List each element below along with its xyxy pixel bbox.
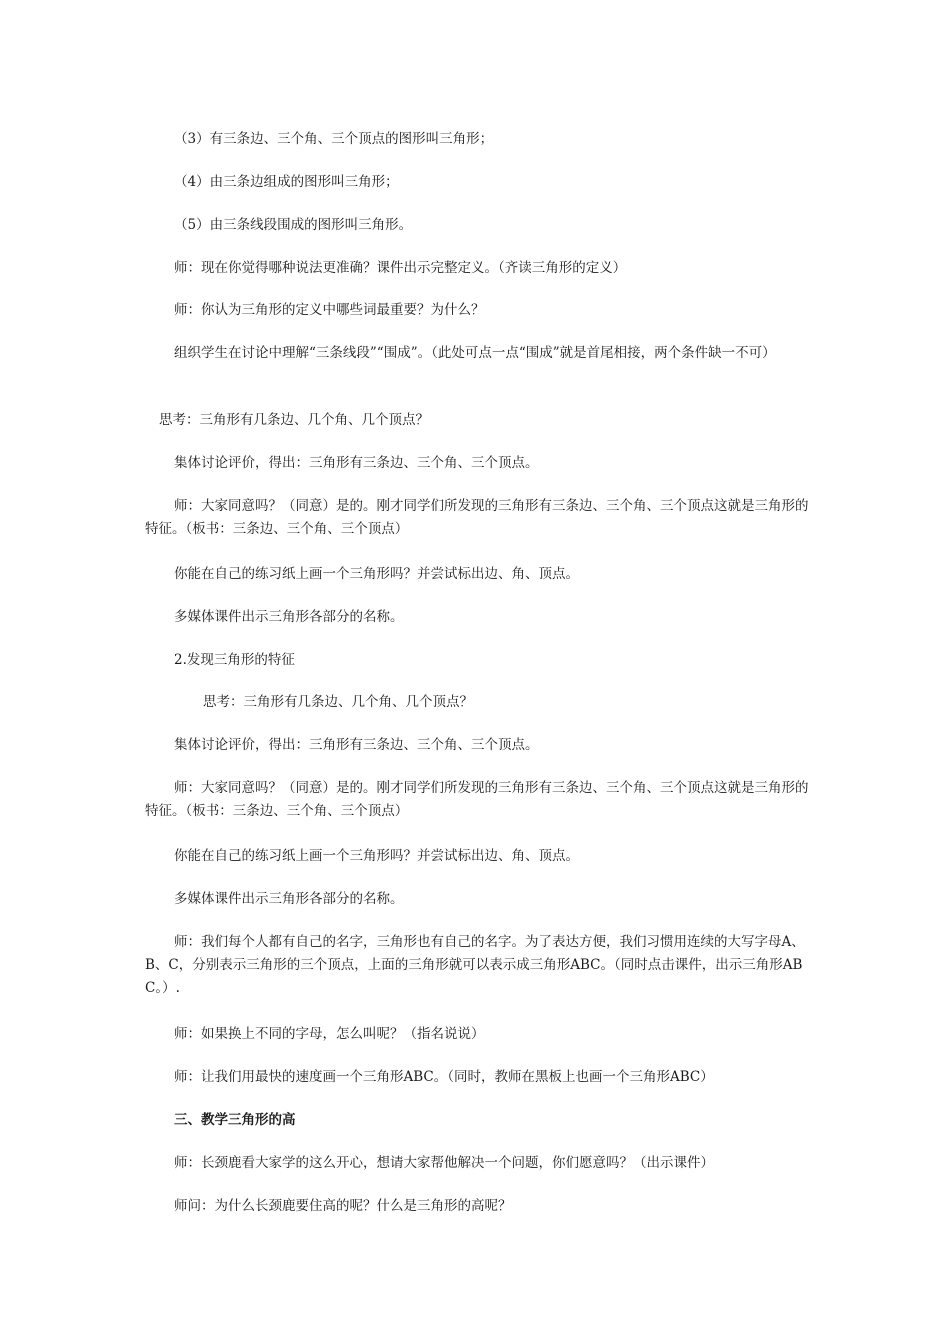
paragraph: 师：让我们用最快的速度画一个三角形ABC。（同时，教师在黑板上也画一个三角形ABC） xyxy=(174,1069,714,1085)
paragraph: 集体讨论评价，得出：三角形有三条边、三个角、三个顶点。 xyxy=(174,455,539,471)
paragraph: 多媒体课件出示三角形各部分的名称。 xyxy=(174,891,404,907)
paragraph: 师：现在你觉得哪种说法更准确？课件出示完整定义。（齐读三角形的定义） xyxy=(174,260,627,276)
paragraph: （5）由三条线段围成的图形叫三角形。 xyxy=(174,217,413,233)
section-heading: 三、教学三角形的高 xyxy=(174,1112,296,1128)
paragraph: 你能在自己的练习纸上画一个三角形吗？并尝试标出边、角、顶点。 xyxy=(174,566,579,582)
paragraph: 师：大家同意吗？（同意）是的。刚才同学们所发现的三角形有三条边、三个角、三个顶点这就是三角形的特征。（板书：三条边、三个角、三个顶点） xyxy=(145,498,809,537)
paragraph: （3）有三条边、三个角、三个顶点的图形叫三角形； xyxy=(174,131,494,147)
paragraph: 集体讨论评价，得出：三角形有三条边、三个角、三个顶点。 xyxy=(174,737,539,753)
paragraph: 师：你认为三角形的定义中哪些词最重要？为什么？ xyxy=(174,302,485,318)
paragraph: 师问：为什么长颈鹿要住高的呢？什么是三角形的高呢？ xyxy=(174,1198,512,1214)
paragraph: 思考：三角形有几条边、几个角、几个顶点？ xyxy=(203,694,473,710)
paragraph: 思考：三角形有几条边、几个角、几个顶点？ xyxy=(159,412,429,428)
section-heading: 2.发现三角形的特征 xyxy=(174,652,295,668)
paragraph: 多媒体课件出示三角形各部分的名称。 xyxy=(174,609,404,625)
paragraph: 师：大家同意吗？（同意）是的。刚才同学们所发现的三角形有三条边、三个角、三个顶点这就是三角形的特征。（板书：三条边、三个角、三个顶点） xyxy=(145,780,809,819)
paragraph: 师：我们每个人都有自己的名字，三角形也有自己的名字。为了表达方便，我们习惯用连续的大写字母A、B、C，分别表示三角形的三个顶点，上面的三角形就可以表示成三角形ABC。（同时点击课件，出示三角形ABC。）. xyxy=(145,934,805,996)
paragraph: 师：如果换上不同的字母，怎么叫呢？（指名说说） xyxy=(174,1026,485,1042)
paragraph: 师：长颈鹿看大家学的这么开心，想请大家帮他解决一个问题，你们愿意吗？（出示课件） xyxy=(174,1155,714,1171)
paragraph: （4）由三条边组成的图形叫三角形； xyxy=(174,174,399,190)
paragraph: 你能在自己的练习纸上画一个三角形吗？并尝试标出边、角、顶点。 xyxy=(174,848,579,864)
paragraph: 组织学生在讨论中理解“三条线段”“围成”。（此处可点一点“围成”就是首尾相接，两个条件缺一不可） xyxy=(174,345,776,361)
